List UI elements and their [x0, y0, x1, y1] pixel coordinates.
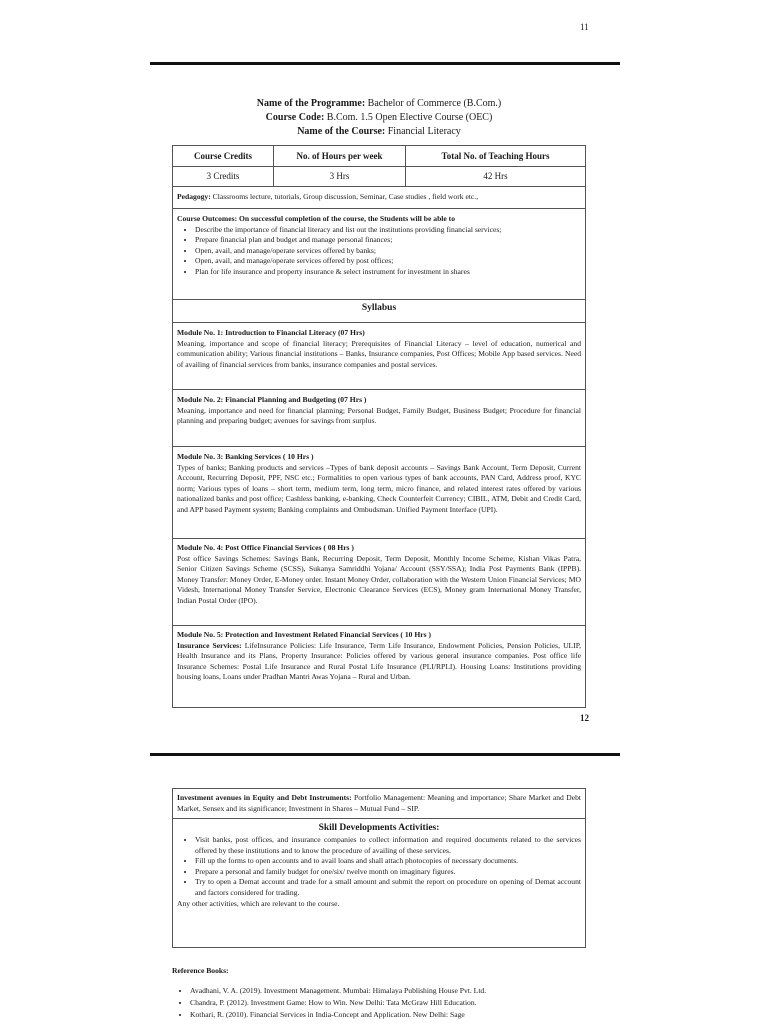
references-title: Reference Books:	[172, 966, 229, 975]
hours-value: 3 Hrs	[274, 167, 406, 186]
course-outcomes	[173, 209, 585, 300]
credits-header: Course Credits	[173, 146, 274, 166]
list-item: • Plan for life insurance and property insurance & select instrument for investment in shares	[195, 267, 581, 278]
list-item: • Fill up the forms to open accounts and to avail loans and shall attach photocopies of necessary documents.	[195, 856, 581, 867]
list-item: • Avadhani, V. A. (2019). Investment Management. Mumbai: Himalaya Publishing House Pvt. Ltd.	[190, 985, 588, 997]
syllabus-title: Syllabus	[173, 300, 585, 323]
pedagogy-row: Pedagogy: Classrooms lecture, tutorials, Group discussion, Seminar, Case studies , field work etc.,	[173, 187, 585, 209]
total-hours-value: 42 Hrs	[483, 171, 508, 181]
page-number-top: 11	[580, 22, 589, 32]
list-item: • Kothari, R. (2010). Financial Services in India-Concept and Application. New Delhi: Sage	[190, 1009, 588, 1021]
credits-value: 3 Credits	[173, 167, 274, 186]
module-3	[173, 447, 585, 539]
course-code-line: Course Code: B.Com. 1.5 Open Elective Course (OEC)	[265, 112, 493, 123]
skill-footer: Any other activities, which are relevant to the course.	[177, 898, 340, 908]
reference-books	[172, 965, 588, 1021]
investment-row: Investment avenues in Equity and Debt Instruments: Portfolio Management: Meaning and importance; Share Market and Debt Market, Sensex and its significance; Investment in Shares – Mutual Fund – SIP.	[173, 789, 585, 819]
module-4	[173, 539, 585, 626]
header-rule-mid	[150, 753, 620, 756]
module-text: Insurance Services: LifeInsurance Policies: Life Insurance, Term Life Insurance, Endowment Policies, Pension Policies, ULIP, Health Insurance and its Plans, Property Insurance: Policies offered by various general insurance companies. Post office life Insurance Schemes: Postal Life Insurance and Rural Postal Life Insurance (PLI/RPLI). Housing Loans: Institutions providing housing loans, Loans under Pradhan Mantri Awas Yojana – Rural and Urban.	[177, 640, 582, 682]
hours-header: No. of Hours per week	[274, 146, 406, 166]
module-title: Module No. 5: Protection and Investment Related Financial Services ( 10 Hrs )	[177, 630, 432, 639]
outcomes-title: Course Outcomes: On successful completion of the course, the Students will be able to	[177, 214, 455, 223]
module-2	[173, 390, 585, 447]
skill-list	[177, 835, 581, 899]
list-item: • Visit banks, post offices, and insurance companies to collect information and required documents related to the services offered by these institutions and to know the procedure of availing of these services.	[195, 835, 581, 856]
list-item: • Prepare financial plan and budget and manage personal finances;	[195, 235, 581, 246]
module-title: Module No. 4: Post Office Financial Services ( 08 Hrs )	[177, 543, 354, 552]
list-item: • Open, avail, and manage/operate services offered by banks;	[195, 246, 581, 257]
module-text: Post office Savings Schemes: Savings Bank, Recurring Deposit, Term Deposit, Monthly Income Scheme, Kishan Vikas Patra, Senior Citizen Savings Scheme (SCSS), Sukanya Samriddhi Yojana/ Account (SSY/SSA); India Post Payments Bank (IPPB). Money Transfer: Money Order, E-Money order. Instant Money Order, collaboration with the Western Union Financial Services; MO Videsh, International Money Transfer Service, Electronic Clearance Services (ECS), Money gram International Money Transfer, Indian Postal Order (IPO).	[177, 553, 581, 605]
list-item: • Open, avail, and manage/operate services offered by post offices;	[195, 256, 581, 267]
page-number-mid: 12	[580, 713, 589, 723]
skill-title: Skill Developments Activities:	[318, 823, 440, 833]
list-item: • Describe the importance of financial literacy and list out the institutions providing financial services;	[195, 225, 581, 236]
header-rule-top	[150, 62, 620, 65]
skills-table	[172, 788, 586, 948]
skill-activities	[173, 819, 585, 911]
outcomes-list	[177, 225, 581, 278]
module-text: Types of banks; Banking products and services –Types of bank deposit accounts – Savings Bank Account, Term Deposit, Current Account, Recurring Deposit, PPF, NSC etc.; Formalities to open various types of bank accounts, PAN Card, Address proof, KYC norm; Various types of loans – short term, medium term, long term, micro finance, and related interest rates offered by various nationalized banks and post office; Cashless banking, e-banking, Check Counterfeit Currency; CIBIL, ATM, Debit and Credit Card, and APP based Payment system; Banking complaints and Ombudsman. Unified Payment Interface (UPI).	[177, 462, 581, 514]
list-item: • Chandra, P. (2012). Investment Game: How to Win. New Delhi: Tata McGraw Hill Education.	[190, 997, 588, 1009]
credits-header-row	[173, 146, 585, 167]
module-1	[173, 323, 585, 390]
total-hours-header: Total No. of Teaching Hours	[441, 151, 550, 161]
syllabus-table	[172, 145, 586, 708]
module-title: Module No. 2: Financial Planning and Budgeting (07 Hrs )	[177, 395, 367, 404]
module-title: Module No. 3: Banking Services ( 10 Hrs )	[177, 452, 314, 461]
credits-value-row	[173, 167, 585, 187]
course-heading	[172, 97, 586, 139]
references-list	[172, 985, 588, 1021]
list-item: • Try to open a Demat account and trade for a small amount and submit the report on procedure on opening of Demat account and factors considered for trading.	[195, 877, 581, 898]
module-text: Meaning, importance and scope of financial literacy; Prerequisites of Financial Literacy – level of education, numerical and communication ability; Various financial institutions – Banks, Insurance companies, Post Offices; Mobile App based services. Need of availing of financial services from banks, insurance companies and postal services.	[177, 338, 581, 369]
module-title: Module No. 1: Introduction to Financial Literacy (07 Hrs)	[177, 328, 365, 337]
module-5	[173, 626, 585, 685]
programme-line: Name of the Programme: Bachelor of Commerce (B.Com.)	[256, 98, 502, 109]
module-text: Meaning, importance and need for financial planning; Personal Budget, Family Budget, Business Budget; Procedure for financial planning and preparing budget; avenues for savings from surplus.	[177, 405, 581, 426]
list-item: • Prepare a personal and family budget for one/six/ twelve month on imaginary figures.	[195, 867, 581, 878]
course-name-line: Name of the Course: Financial Literacy	[297, 126, 461, 137]
